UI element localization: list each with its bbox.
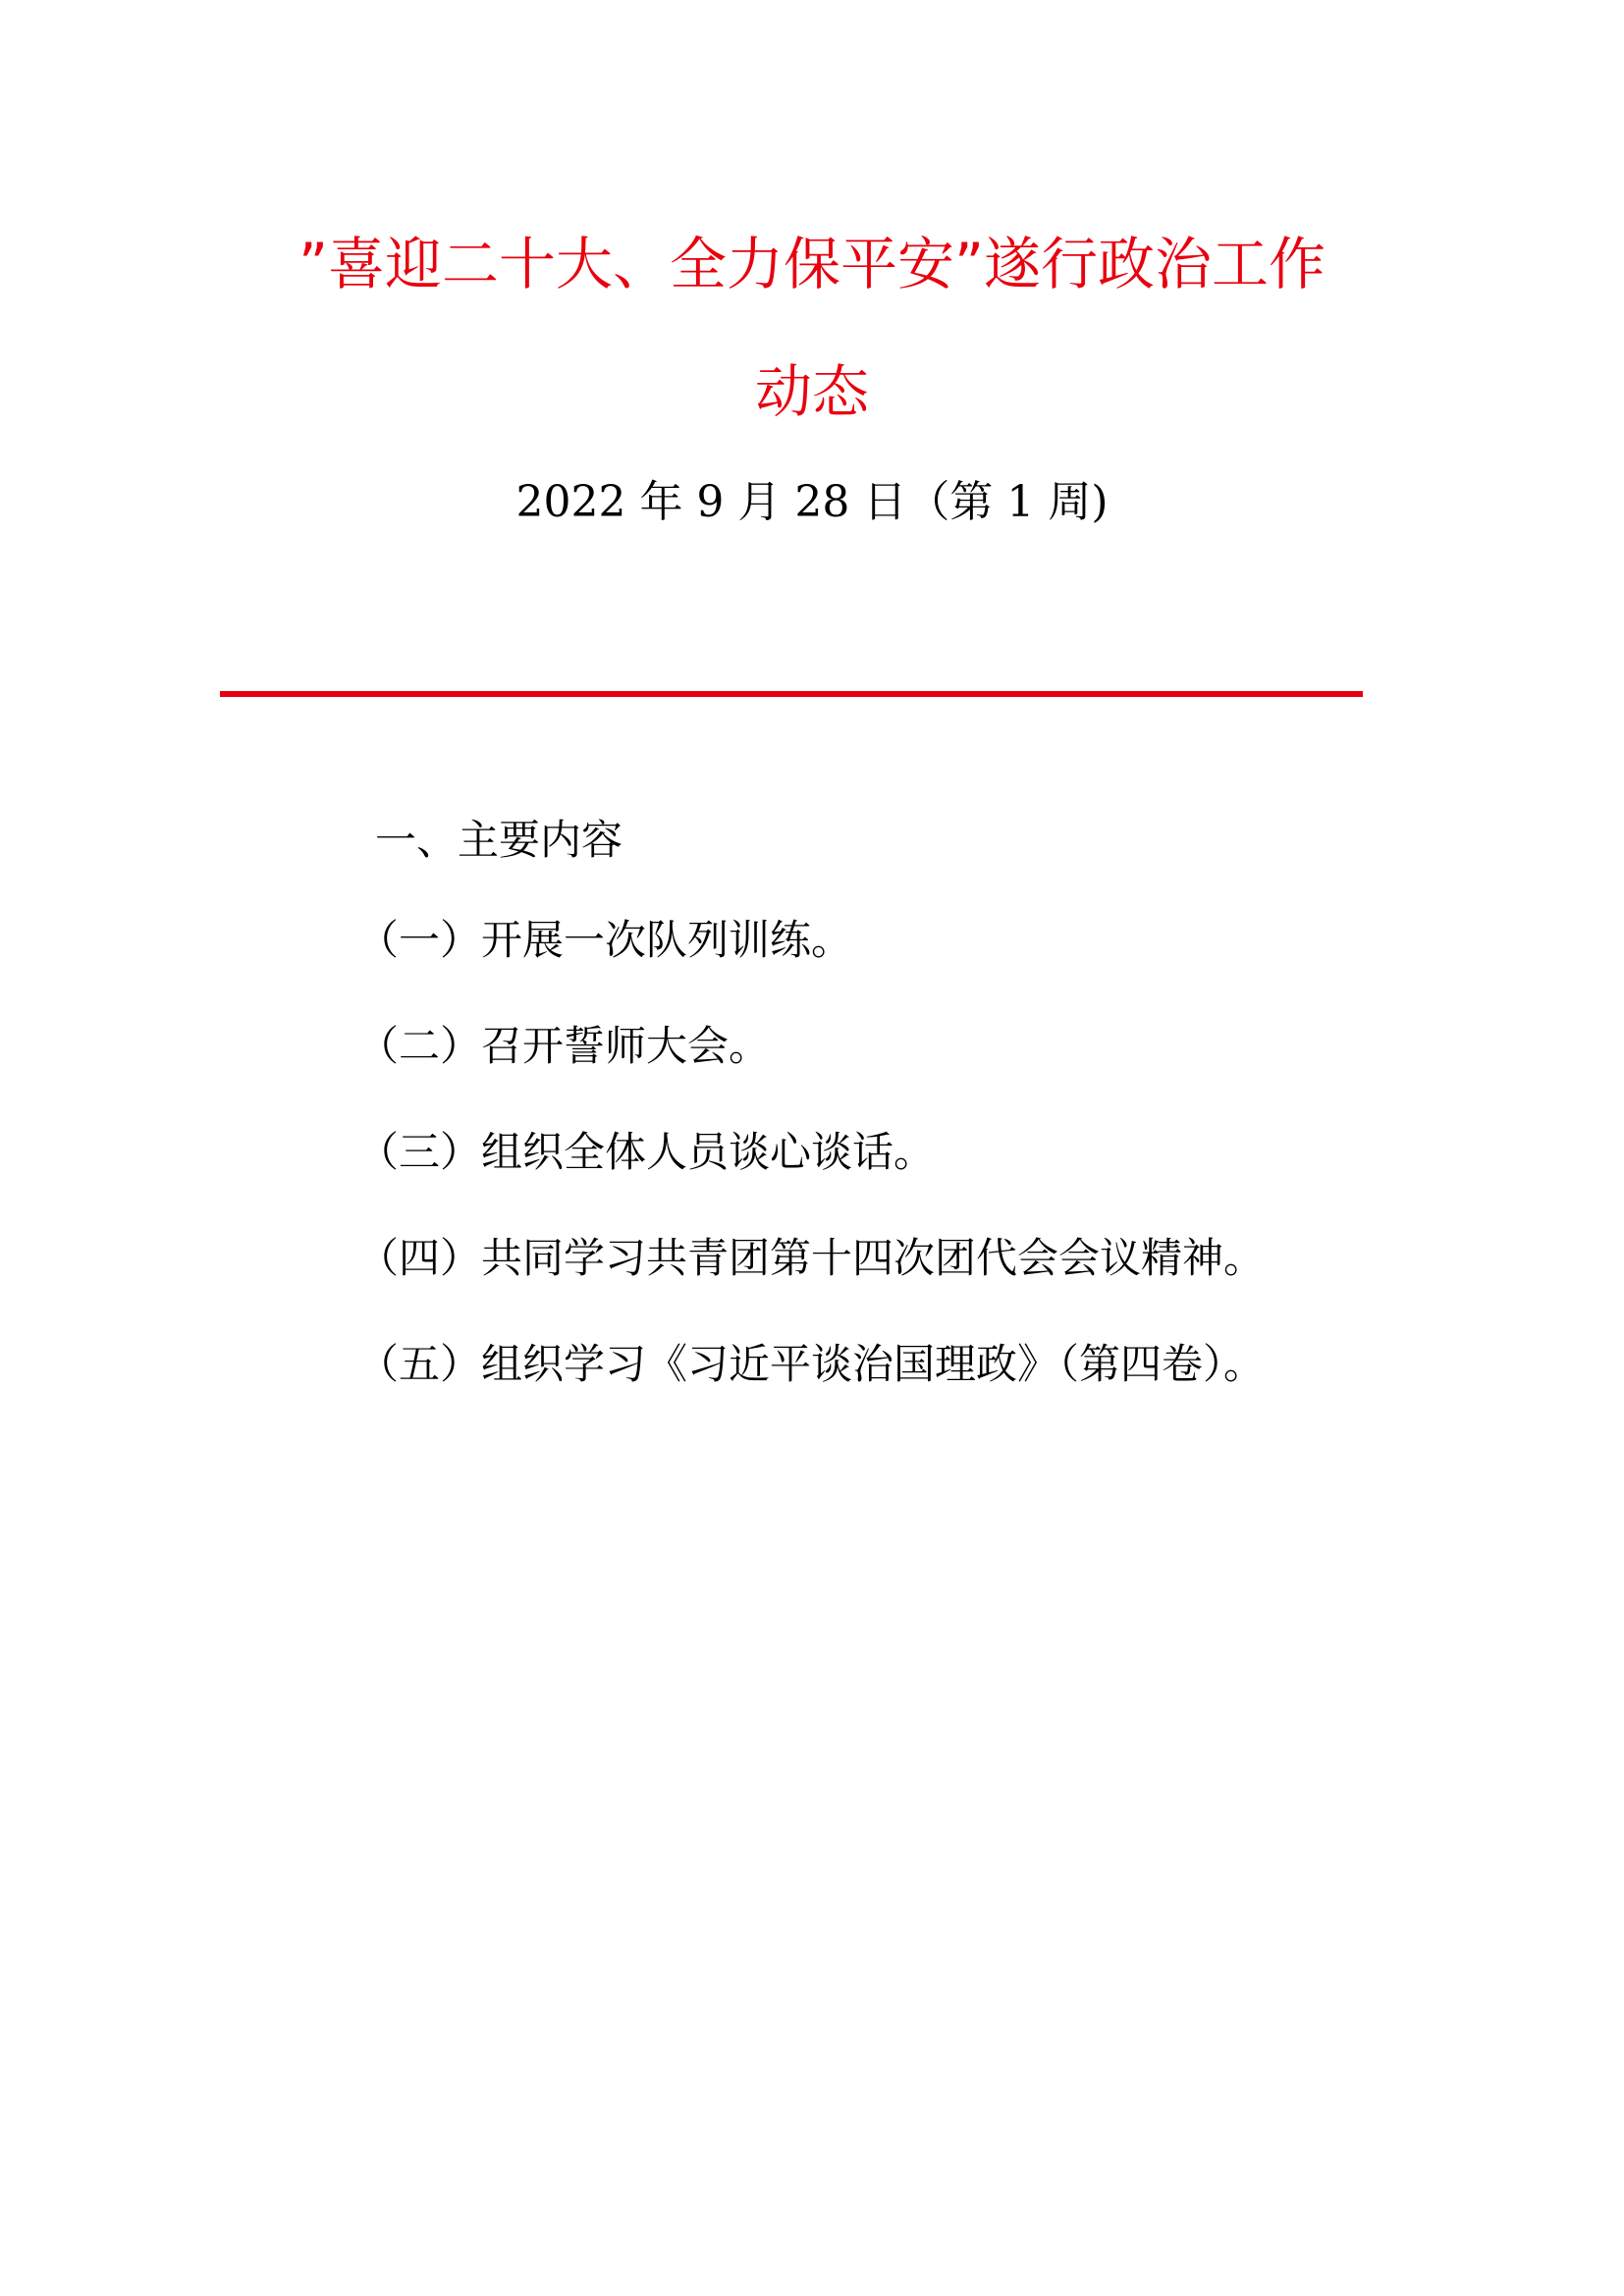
list-item: （三）组织全体人员谈心谈话。 [357,1128,936,1176]
list-item: （一）开展一次队列训练。 [357,916,853,964]
list-item: （二）召开誓师大会。 [357,1022,771,1070]
list-item: （五）组织学习《习近平谈治国理政》（第四卷）。 [357,1340,1266,1388]
red-divider [220,691,1363,697]
document-title-line-1: ”喜迎二十大、全力保平安”遂行政治工作 [298,231,1326,297]
document-title-line-2: 动态 [754,358,869,425]
content-list [357,913,1265,1443]
document-date: 2022 年 9 月 28 日（第 1 周) [515,477,1109,527]
list-item: （四）共同学习共青团第十四次团代会会议精神。 [357,1234,1266,1282]
section-heading: 一、主要内容 [375,816,623,864]
